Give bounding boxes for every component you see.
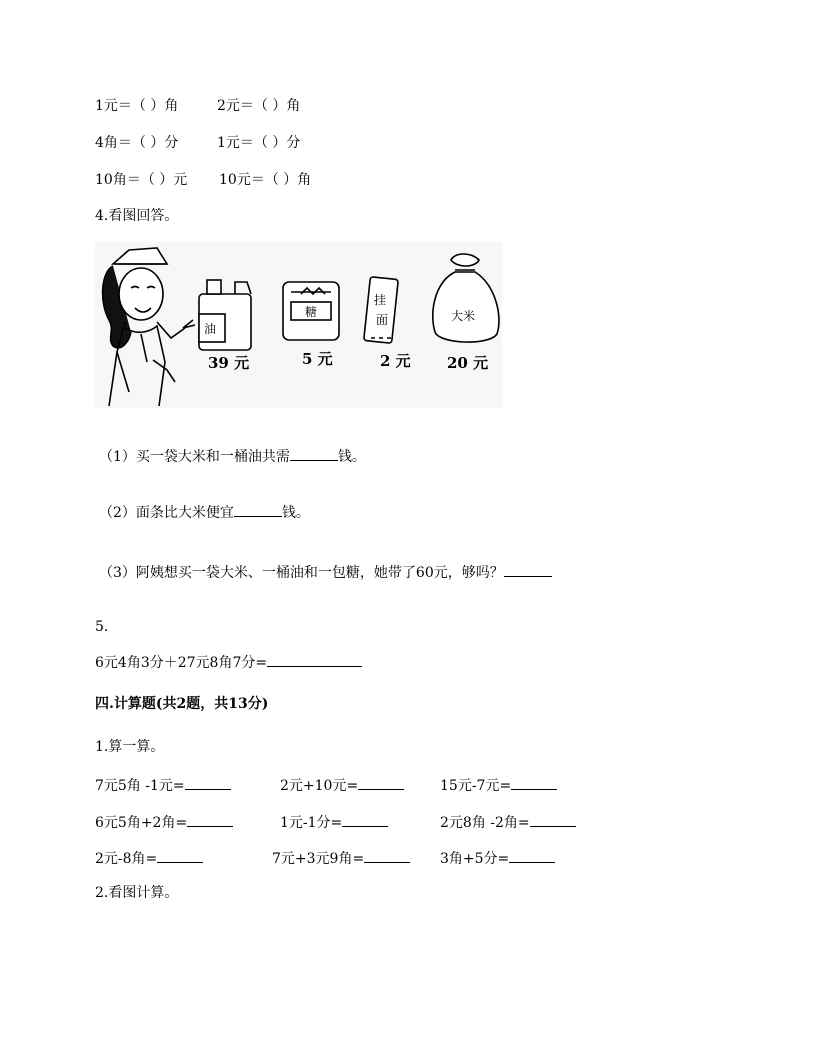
item-label: 糖 <box>305 305 318 319</box>
saleswoman-illustration <box>103 248 195 406</box>
item-price: 39 元 <box>208 354 250 372</box>
q4-sub-1 <box>99 447 366 466</box>
answer-blank[interactable] <box>342 813 388 827</box>
conversion-row-2 <box>95 134 178 152</box>
q4-sub-2-after: 钱。 <box>281 505 310 521</box>
rice-sack-icon <box>433 254 499 342</box>
answer-blank[interactable] <box>511 776 557 790</box>
conversion-item: 1元＝（ ）分 <box>217 135 301 151</box>
calc-item <box>95 776 231 795</box>
noodle-pack-icon <box>364 277 399 344</box>
answer-blank[interactable] <box>530 813 576 827</box>
calc-item <box>440 776 557 795</box>
conversion-item: 2元＝（ ）角 <box>217 98 301 114</box>
calc-expr: 7元5角 -1元= <box>95 778 185 794</box>
conversion-row-1b <box>217 97 300 115</box>
q5-number: 5. <box>95 619 109 635</box>
conversion-item: 1元＝（ ）角 <box>95 98 179 114</box>
calc-expr: 2元8角 -2角= <box>440 815 530 831</box>
item-label-a: 挂 <box>374 293 387 307</box>
conversion-row-3b <box>219 171 311 189</box>
calc-expr: 2元-8角= <box>95 851 158 867</box>
calc-expr: 3角+5分= <box>440 851 510 867</box>
calc-item <box>280 776 404 795</box>
calc-item <box>440 849 555 868</box>
q4-sub-2-text: （2）面条比大米便宜 <box>99 505 234 521</box>
answer-blank[interactable] <box>509 849 555 863</box>
calc-item <box>95 849 203 868</box>
calc-expr: 6元5角+2角= <box>95 815 188 831</box>
answer-blank[interactable] <box>187 813 233 827</box>
calc-expr: 7元+3元9角= <box>272 851 365 867</box>
answer-blank[interactable] <box>234 503 282 517</box>
q4-sub-1-text: （1）买一袋大米和一桶油共需 <box>99 449 290 465</box>
item-price: 20 元 <box>447 354 489 372</box>
answer-blank[interactable] <box>358 776 404 790</box>
calc-item <box>272 849 410 868</box>
item-label: 大米 <box>451 309 476 323</box>
answer-blank[interactable] <box>504 563 552 577</box>
answer-blank[interactable] <box>267 653 362 667</box>
q2-title: 2.看图计算。 <box>95 885 179 901</box>
q5-expr-text: 6元4角3分＋27元8角7分= <box>95 655 268 671</box>
answer-blank[interactable] <box>290 447 338 461</box>
answer-blank[interactable] <box>185 776 231 790</box>
conversion-row-1 <box>95 97 178 115</box>
conversion-item: 10角＝（ ）元 <box>95 172 188 188</box>
conversion-item: 10元＝（ ）角 <box>219 172 312 188</box>
item-label: 油 <box>204 322 217 336</box>
shop-illustration <box>95 242 502 408</box>
oil-jug-icon <box>199 280 251 350</box>
calc-expr: 2元+10元= <box>280 778 359 794</box>
calc-item <box>95 813 233 832</box>
q1-title: 1.算一算。 <box>95 739 165 755</box>
calc-item <box>440 813 576 832</box>
calc-item <box>280 813 388 832</box>
item-price: 5 元 <box>302 350 333 368</box>
q5-expression <box>95 653 362 672</box>
conversion-item: 4角＝（ ）分 <box>95 135 179 151</box>
answer-blank[interactable] <box>364 849 410 863</box>
answer-blank[interactable] <box>157 849 203 863</box>
q4-sub-2 <box>99 503 310 522</box>
calc-expr: 15元-7元= <box>440 778 512 794</box>
q4-sub-3-text: （3）阿姨想买一袋大米、一桶油和一包糖，她带了60元，够吗？ <box>99 565 504 581</box>
q4-sub-1-after: 钱。 <box>337 449 366 465</box>
section-heading: 四.计算题(共2题，共13分) <box>95 696 269 712</box>
calc-expr: 1元-1分= <box>280 815 343 831</box>
q4-sub-3 <box>99 563 552 582</box>
item-price: 2 元 <box>380 352 411 370</box>
conversion-row-2b <box>217 134 300 152</box>
item-label-b: 面 <box>376 313 389 327</box>
q4-title: 4.看图回答。 <box>95 208 179 224</box>
conversion-row-3 <box>95 171 187 189</box>
